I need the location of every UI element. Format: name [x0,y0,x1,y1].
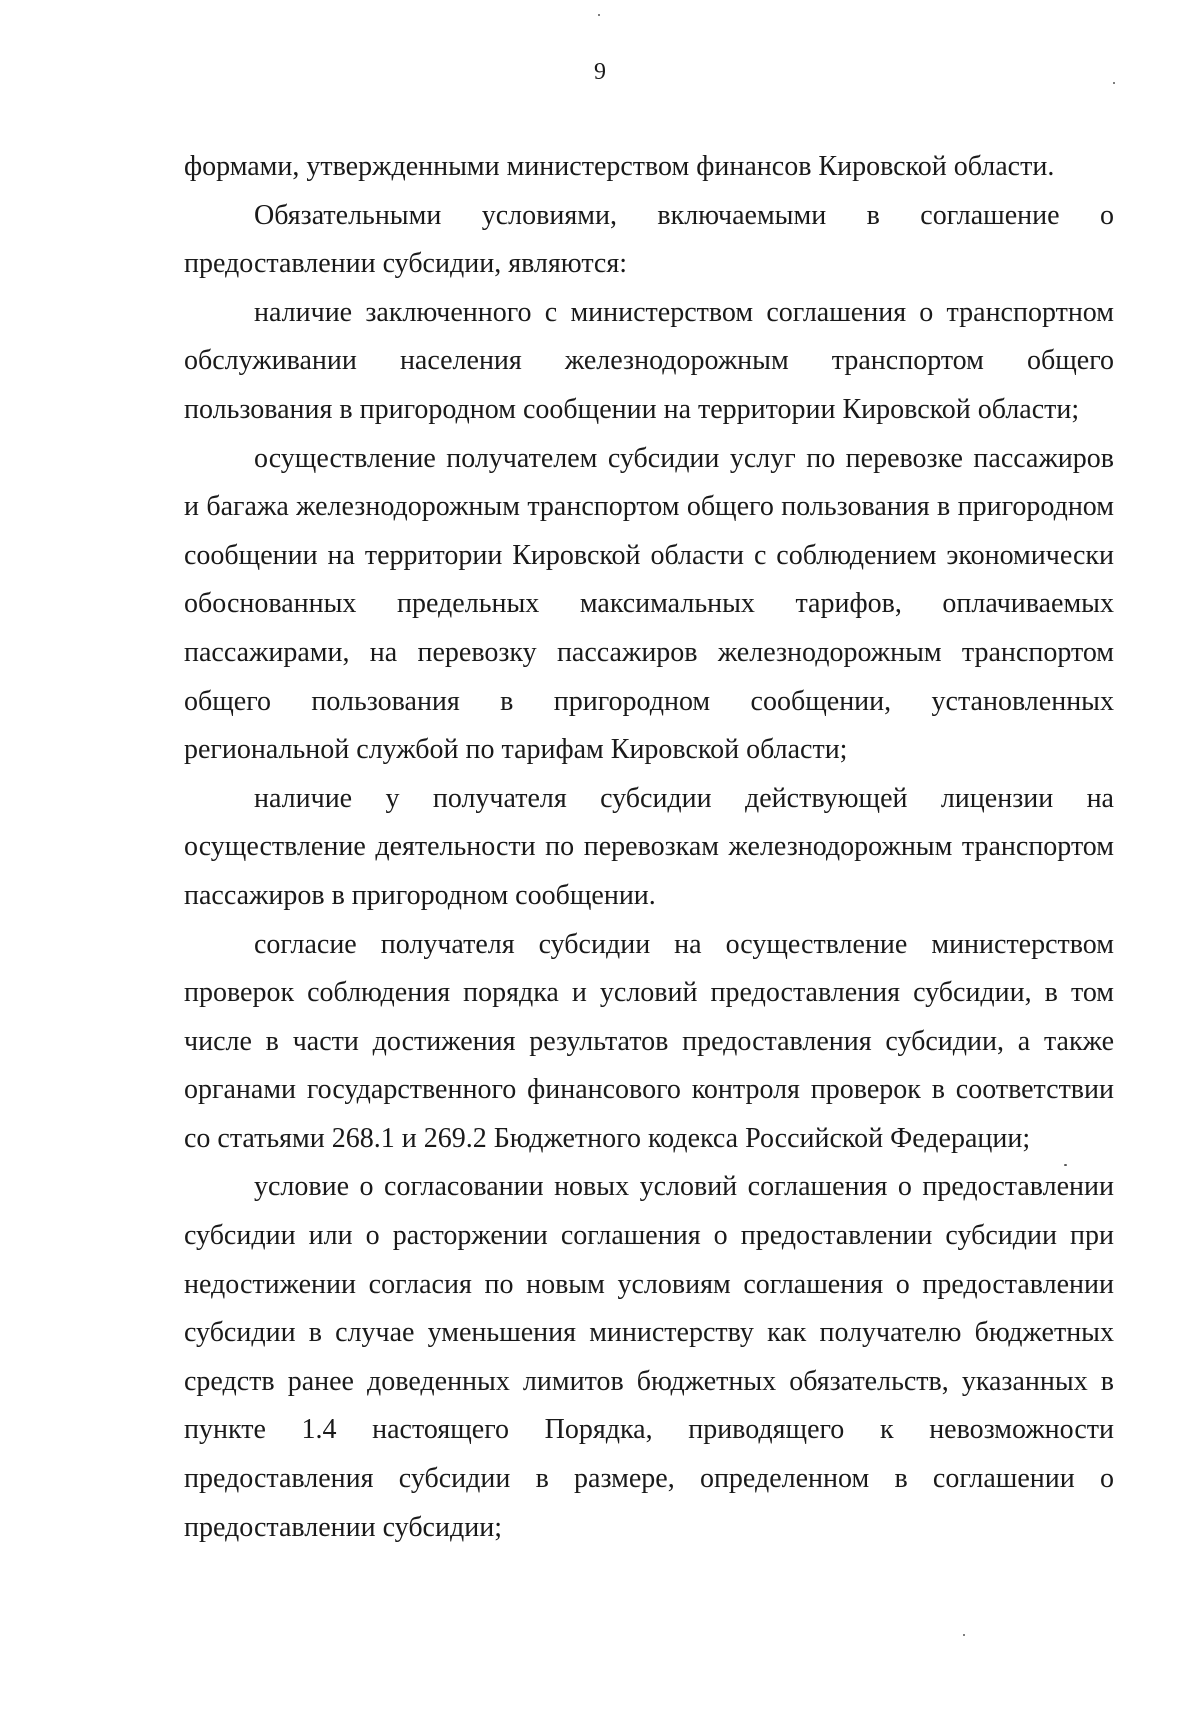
scan-speck [1113,82,1115,84]
scan-speck [963,1634,965,1636]
scan-speck [1064,1164,1067,1166]
paragraph-agreement-revision: условие о согласовании новых условий соглашения о предоставлении субсидии или о расторжении соглашения о предоставлении субсидии при недостижении согласия по новым условиям соглашения о предоставлении субсидии в случае уменьшения министерству как получателю бюджетных средств ранее доведенных лимитов бюджетных обязательств, указанных в пункте 1.4 настоящего Порядка, приводящего к невозможности предоставления субсидии в размере, определенном в соглашении о предоставлении субсидии; [184,1171,1114,1543]
document-body [184,143,1114,1552]
page-number: 9 [594,59,606,85]
paragraph-mandatory-conditions-intro: Обязательными условиями, включаемыми в соглашение о предоставлении субсидии, являются: [184,199,1114,280]
paragraph-license: наличие у получателя субсидии действующей лицензии на осуществление деятельности по перевозкам железнодорожным транспортом пассажиров в пригородном сообщении. [184,782,1114,911]
scan-speck [598,14,600,16]
paragraph-transport-agreement: наличие заключенного с министерством соглашения о транспортном обслуживании населения железнодорожным транспортом общего пользования в пригородном сообщении на территории Кировской области; [184,296,1114,425]
paragraph-passenger-services: осуществление получателем субсидии услуг по перевозке пассажиров и багажа железнодорожным транспортом общего пользования в пригородном сообщении на территории Кировской области с соблюдением экономически обоснованных предельных максимальных тарифов, оплачиваемых пассажирами, на перевозку пассажиров железнодорожным транспортом общего пользования в пригородном сообщении, установленных региональной службой по тарифам Кировской области; [184,442,1114,766]
paragraph-inspection-consent: согласие получателя субсидии на осуществление министерством проверок соблюдения порядка и условий предоставления субсидии, в том числе в части достижения результатов предоставления субсидии, а также органами государственного финансового контроля проверок в соответствии со статьями 268.1 и 269.2 Бюджетного кодекса Российской Федерации; [184,928,1114,1154]
paragraph-continuation: формами, утвержденными министерством финансов Кировской области. [184,151,1055,182]
